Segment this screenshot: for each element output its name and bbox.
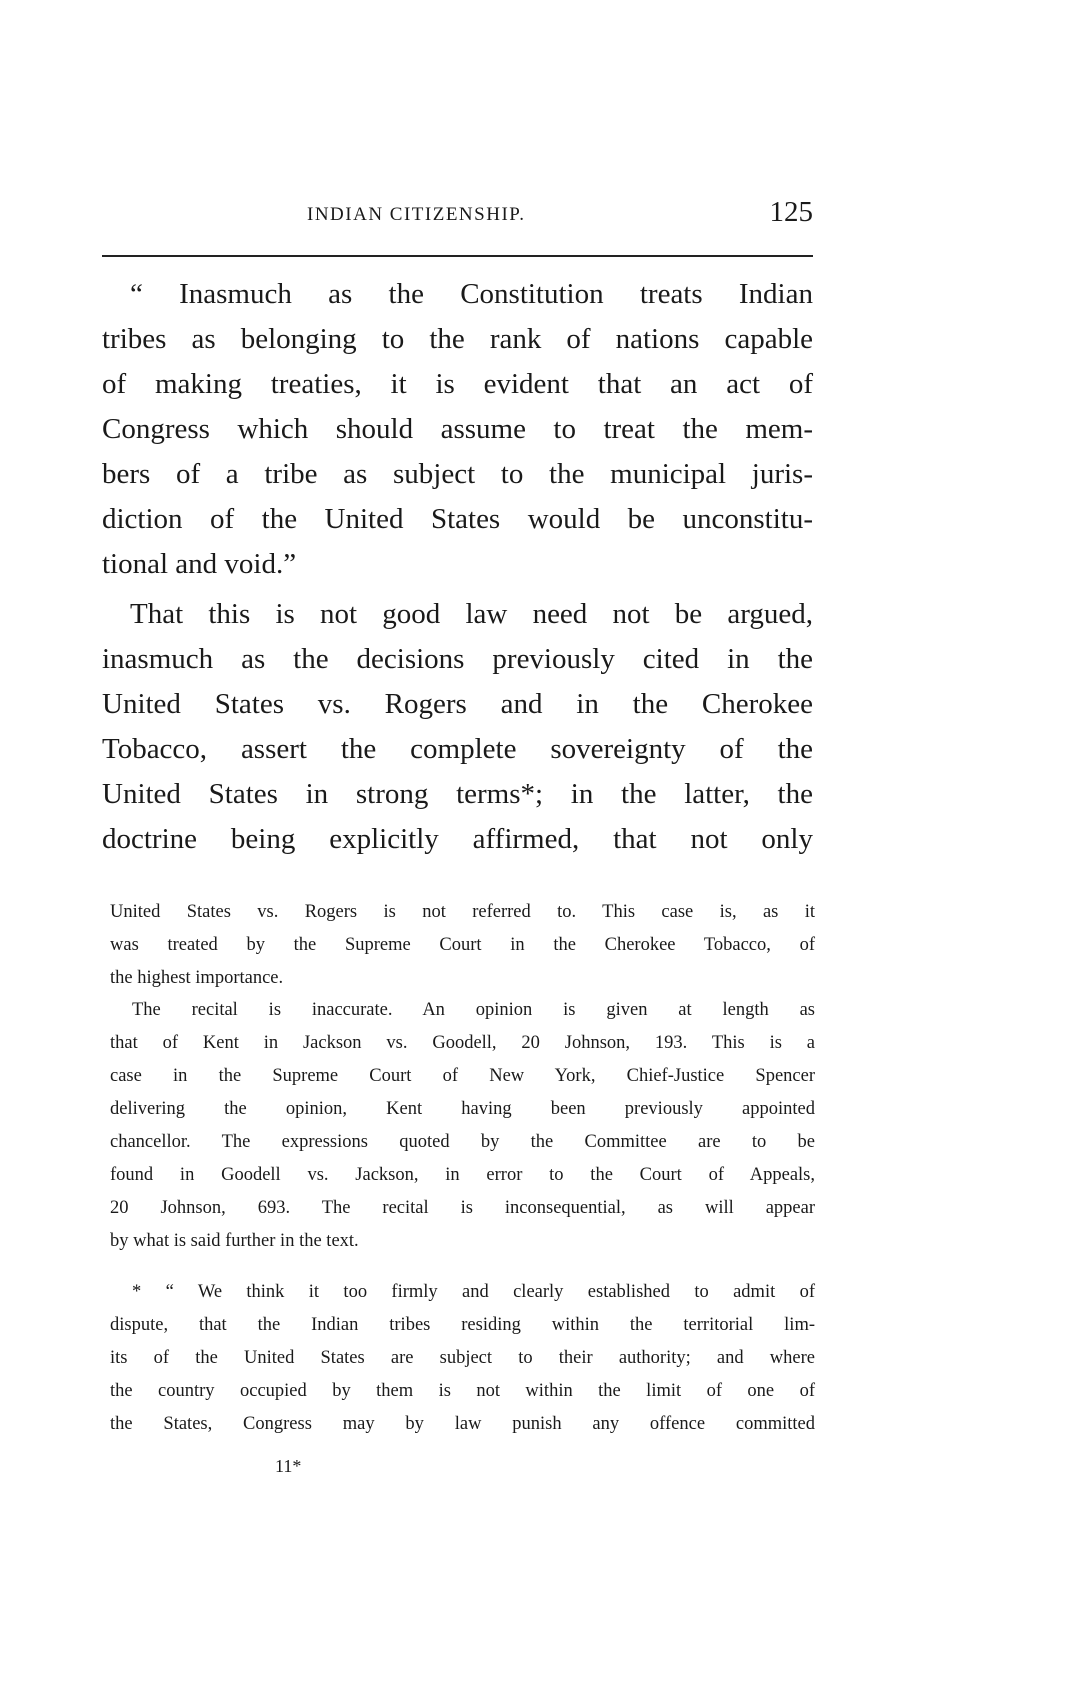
- footnote-star: [110, 1276, 815, 1441]
- text-line: tribes as belonging to the rank of nations capable: [102, 323, 813, 355]
- footnote-line: that of Kent in Jackson vs. Goodell, 20 Johnson, 193. This is a: [110, 1033, 815, 1053]
- running-header: [102, 196, 813, 230]
- text-line: doctrine being explicitly affirmed, that not only: [102, 823, 813, 855]
- footnote-line: delivering the opinion, Kent having been previously appointed: [110, 1099, 815, 1119]
- text-line: “ Inasmuch as the Constitution treats Indian: [130, 278, 813, 310]
- footnote-line: was treated by the Supreme Court in the Cherokee Tobacco, of: [110, 935, 815, 955]
- header-rule: [102, 255, 813, 257]
- footnote-line: The recital is inaccurate. An opinion is given at length as: [132, 1000, 815, 1020]
- footnote-line: 20 Johnson, 693. The recital is inconsequential, as will appear: [110, 1198, 815, 1218]
- footnote-line: the country occupied by them is not within the limit of one of: [110, 1381, 815, 1401]
- body-paragraph: [102, 592, 813, 862]
- text-line: of making treaties, it is evident that an act of: [102, 368, 813, 400]
- text-line: diction of the United States would be unconstitu-: [102, 503, 813, 535]
- footnote-line: by what is said further in the text.: [110, 1231, 359, 1251]
- quote-paragraph: [102, 272, 813, 587]
- footnote-continued: [110, 896, 815, 995]
- footnote-recital: [110, 994, 815, 1258]
- signature-mark: 11*: [275, 1456, 302, 1476]
- footnote-line: found in Goodell vs. Jackson, in error to the Court of Appeals,: [110, 1165, 815, 1185]
- text-line: United States vs. Rogers and in the Cherokee: [102, 688, 813, 720]
- footnote-line: dispute, that the Indian tribes residing within the territorial lim-: [110, 1315, 815, 1335]
- text-line: That this is not good law need not be argued,: [130, 598, 813, 630]
- running-title: INDIAN CITIZENSHIP.: [307, 204, 526, 225]
- footnote-line: the States, Congress may by law punish any offence committed: [110, 1414, 815, 1434]
- page-number: 125: [769, 196, 813, 228]
- footnote-line: its of the United States are subject to their authority; and where: [110, 1348, 815, 1368]
- text-line: inasmuch as the decisions previously cited in the: [102, 643, 813, 675]
- text-line: Tobacco, assert the complete sovereignty of the: [102, 733, 813, 765]
- text-line: tional and void.”: [102, 548, 297, 580]
- footnote-line: * “ We think it too firmly and clearly established to admit of: [132, 1282, 815, 1302]
- footnote-line: the highest importance.: [110, 968, 284, 988]
- footnote-line: chancellor. The expressions quoted by the Committee are to be: [110, 1132, 815, 1152]
- footnote-line: United States vs. Rogers is not referred to. This case is, as it: [110, 902, 815, 922]
- text-line: bers of a tribe as subject to the municipal juris-: [102, 458, 813, 490]
- text-line: United States in strong terms*; in the latter, the: [102, 778, 813, 810]
- footnote-line: case in the Supreme Court of New York, Chief-Justice Spencer: [110, 1066, 815, 1086]
- text-line: Congress which should assume to treat the mem-: [102, 413, 813, 445]
